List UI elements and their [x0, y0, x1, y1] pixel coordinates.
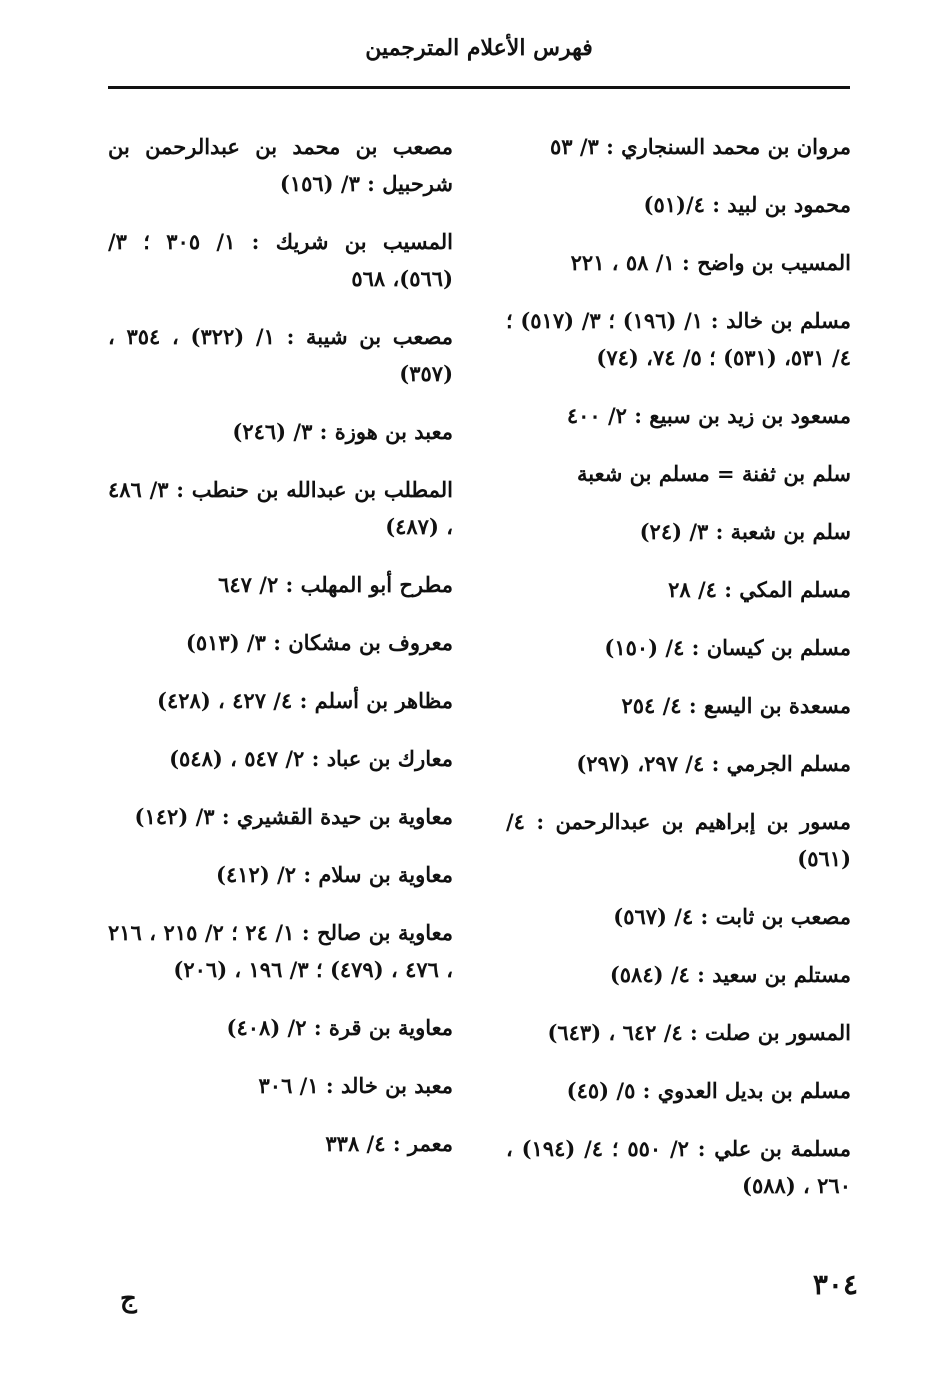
index-entry: معروف بن مشكان : ٣/ (٥١٣) — [185, 630, 453, 655]
index-entry: معارك بن عباد : ٢/ ٥٤٧ ، (٥٤٨) — [169, 746, 453, 771]
index-entry: مسلم بن بديل العدوي : ٥/ (٤٥) — [566, 1078, 851, 1103]
index-entry: سلم بن شعبة : ٣/ (٢٤) — [639, 519, 851, 544]
index-entry: مصعب بن شيبة : ١/ (٣٢٢) ، ٣٥٤ ، (٣٥٧) — [108, 324, 453, 386]
index-entry: معاوية بن قرة : ٢/ (٤٠٨) — [226, 1015, 453, 1040]
index-entry: معاوية بن سلام : ٢/ (٤١٢) — [216, 862, 453, 887]
index-entry: مسعدة بن اليسع : ٤/ ٢٥٤ — [621, 693, 851, 718]
index-entry: مسعود بن زيد بن سبيع : ٢/ ٤٠٠ — [566, 403, 851, 428]
index-entry: مسور بن إبراهيم بن عبدالرحمن : ٤/ (٥٦١) — [506, 809, 851, 871]
index-entry: معمر : ٤/ ٣٣٨ — [325, 1131, 453, 1156]
index-entry: مستلم بن سعيد : ٤/ (٥٨٤) — [609, 962, 851, 987]
index-entry: المطلب بن عبدالله بن حنطب : ٣/ ٤٨٦ ، (٤٨٧) — [108, 477, 454, 539]
index-entry: مسلم المكي : ٤/ ٢٨ — [668, 577, 851, 602]
index-entry: المسيب بن واضح : ١/ ٥٨ ، ٢٢١ — [570, 250, 851, 275]
index-entry: مظاهر بن أسلم : ٤/ ٤٢٧ ، (٤٢٨) — [157, 688, 453, 713]
index-entry: مروان بن محمد السنجاري : ٣/ ٥٣ — [549, 134, 851, 159]
index-entry: معبد بن هوزة : ٣/ (٢٤٦) — [232, 419, 453, 444]
index-entry: مسلم بن خالد : ١/ (١٩٦) ؛ ٣/ (٥١٧) ؛ ٤/ ٥٣١، (٥٣١) ؛ ٥/ ٧٤، (٧٤) — [506, 308, 852, 370]
index-column-right — [506, 128, 851, 1225]
index-entry: مصعب بن محمد بن عبدالرحمن بن شرحبيل : ٣/ (١٥٦) — [108, 134, 453, 196]
index-entry: المسور بن صلت : ٤/ ٦٤٢ ، (٦٤٣) — [547, 1020, 851, 1045]
index-column-left — [108, 128, 453, 1183]
index-entry: مصعب بن ثابت : ٤/ (٥٦٧) — [613, 904, 851, 929]
index-entry: معاوية بن حيدة القشيري : ٣/ (١٤٢) — [134, 804, 453, 829]
index-entry: معاوية بن صالح : ١/ ٢٤ ؛ ٢/ ٢١٥ ، ٢١٦ ، ٤٧٦ ، (٤٧٩) ؛ ٣/ ١٩٦ ، (٢٠٦) — [108, 920, 454, 982]
index-entry: مسلم بن كيسان : ٤/ (١٥٠) — [604, 635, 851, 660]
page-number: ٣٠٤ — [812, 1268, 858, 1301]
header-divider — [108, 86, 850, 89]
index-entry: مسلم الجرمي : ٤/ ٢٩٧، (٢٩٧) — [576, 751, 851, 776]
index-entry: معبد بن خالد : ١/ ٣٠٦ — [258, 1073, 453, 1098]
page-header-title: فهرس الأعلام المترجمين — [365, 35, 593, 61]
index-entry: مسلمة بن علي : ٢/ ٥٥٠ ؛ ٤/ (١٩٤) ، ٢٦٠ ، (٥٨٨) — [506, 1136, 851, 1198]
index-entry: مطرح أبو المهلب : ٢/ ٦٤٧ — [218, 572, 453, 597]
index-entry: محمود بن لبيد : ٤/(٥١) — [643, 192, 851, 217]
index-entry: المسيب بن شريك : ١/ ٣٠٥ ؛ ٣/ (٥٦٦)، ٥٦٨ — [108, 229, 453, 291]
signature-mark: ج — [120, 1284, 137, 1314]
index-entry: سلم بن ثفنة = مسلم بن شعبة — [577, 461, 851, 486]
